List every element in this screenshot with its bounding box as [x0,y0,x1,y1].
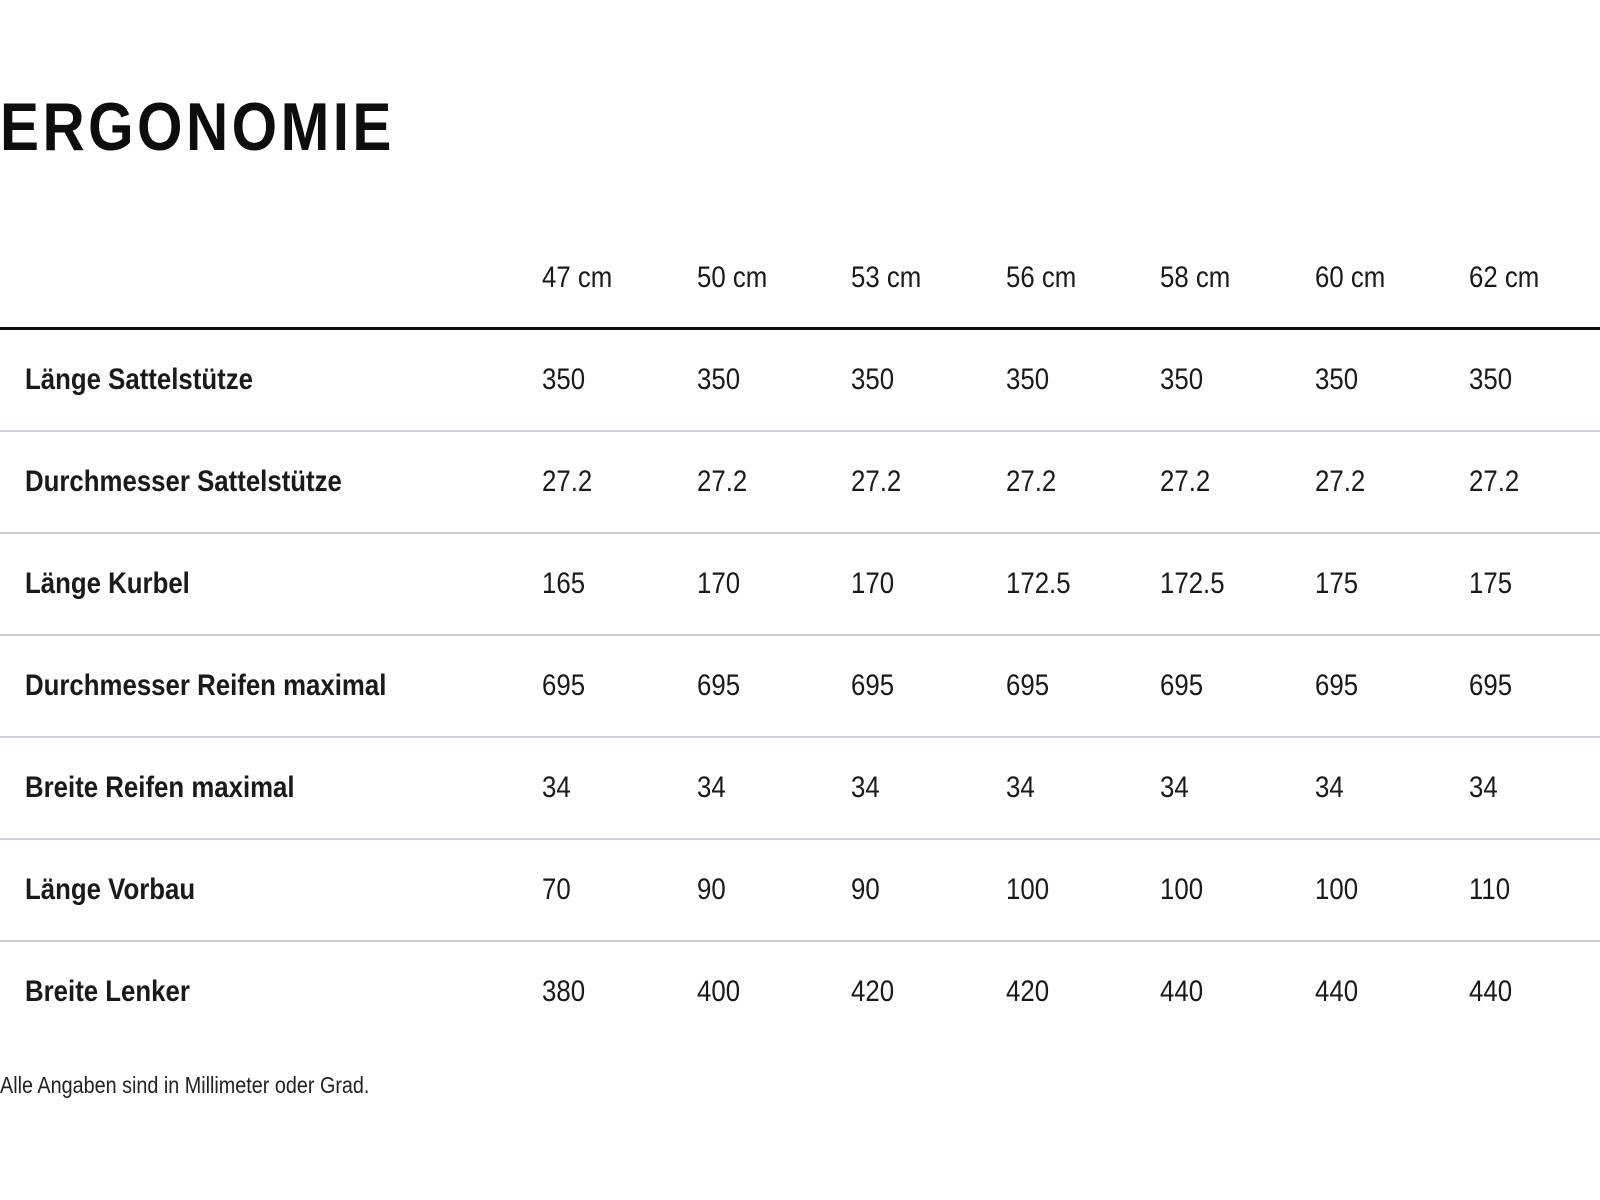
cell-value: 90 [851,873,880,906]
header-label: 53 cm [851,260,922,294]
value-cell [697,533,852,635]
cell-value: 440 [1469,975,1513,1008]
value-cell [542,431,697,533]
cell-value: 34 [1469,771,1498,804]
row-label: Länge Vorbau [25,873,196,906]
cell-value: 175 [1469,567,1513,600]
cell-value: 170 [851,567,895,600]
cell-value: 350 [542,363,586,396]
cell-value: 170 [696,567,740,600]
cell-value: 27.2 [1005,465,1056,498]
cell-value: 90 [696,873,726,906]
header-label: 50 cm [696,260,767,294]
cell-value: 380 [542,975,586,1008]
value-cell [851,941,1006,1042]
value-cell [1469,737,1600,839]
table-row [0,533,1600,635]
value-cell [851,329,1006,432]
cell-value: 34 [1314,771,1344,804]
header-label: 58 cm [1160,260,1231,294]
row-label: Breite Reifen maximal [25,771,295,804]
header-label: 56 cm [1005,260,1076,294]
value-cell [1006,737,1161,839]
cell-value: 350 [696,363,740,396]
row-label: Länge Sattelstütze [25,363,253,396]
header-cell-size [697,228,852,329]
table-row [0,737,1600,839]
value-cell [1006,329,1161,432]
row-label: Breite Lenker [25,975,190,1008]
value-cell [1315,737,1470,839]
value-cell [1006,839,1161,941]
cell-value: 27.2 [1469,465,1520,498]
header-cell-size [1469,228,1600,329]
value-cell [1315,533,1470,635]
header-label: 60 cm [1314,260,1385,294]
row-label-cell [0,839,542,941]
value-cell [1315,839,1470,941]
cell-value: 100 [1314,873,1358,906]
value-cell [697,431,852,533]
table-header-row [0,228,1600,329]
row-label-cell [0,941,542,1042]
cell-value: 34 [1160,771,1189,804]
value-cell [697,635,852,737]
cell-value: 695 [1314,669,1358,702]
header-label: 47 cm [542,260,613,294]
table-body [0,329,1600,1043]
value-cell [1160,329,1315,432]
value-cell [1006,941,1161,1042]
header-cell-size [1160,228,1315,329]
cell-value: 100 [1160,873,1204,906]
cell-value: 350 [1160,363,1204,396]
cell-value: 440 [1314,975,1358,1008]
cell-value: 34 [851,771,880,804]
value-cell [697,941,852,1042]
row-label-cell [0,431,542,533]
cell-value: 27.2 [542,465,593,498]
value-cell [1469,635,1600,737]
page-title: ERGONOMIE [0,89,395,165]
cell-value: 695 [1160,669,1204,702]
value-cell [1315,635,1470,737]
cell-value: 70 [542,873,571,906]
cell-value: 34 [542,771,571,804]
cell-value: 695 [1469,669,1513,702]
value-cell [851,635,1006,737]
cell-value: 350 [851,363,895,396]
cell-value: 440 [1160,975,1204,1008]
cell-value: 350 [1469,363,1513,396]
value-cell [1469,431,1600,533]
row-label: Durchmesser Reifen maximal [25,669,387,702]
cell-value: 27.2 [696,465,747,498]
header-label: 62 cm [1469,260,1540,294]
value-cell [851,839,1006,941]
cell-value: 100 [1005,873,1049,906]
value-cell [1160,533,1315,635]
value-cell [1160,737,1315,839]
value-cell [542,635,697,737]
row-label-cell [0,533,542,635]
value-cell [1006,533,1161,635]
table-row [0,329,1600,432]
cell-value: 695 [851,669,895,702]
value-cell [542,533,697,635]
row-label-cell [0,737,542,839]
value-cell [542,329,697,432]
value-cell [542,941,697,1042]
header-cell-size [542,228,697,329]
cell-value: 175 [1314,567,1358,600]
value-cell [697,737,852,839]
value-cell [1006,431,1161,533]
ergonomics-table [0,228,1600,1042]
cell-value: 110 [1469,873,1511,906]
cell-value: 165 [542,567,586,600]
row-label-cell [0,329,542,432]
value-cell [542,737,697,839]
table-row [0,839,1600,941]
cell-value: 27.2 [1314,465,1365,498]
value-cell [1315,431,1470,533]
value-cell [697,329,852,432]
cell-value: 695 [542,669,586,702]
value-cell [1315,329,1470,432]
cell-value: 172.5 [1160,567,1225,600]
cell-value: 172.5 [1005,567,1071,600]
header-cell-size [1315,228,1470,329]
footnote: Alle Angaben sind in Millimeter oder Grad. [0,1072,370,1098]
value-cell [1315,941,1470,1042]
value-cell [1160,431,1315,533]
cell-value: 400 [696,975,740,1008]
cell-value: 34 [1005,771,1035,804]
value-cell [1160,941,1315,1042]
value-cell [697,839,852,941]
cell-value: 27.2 [1160,465,1211,498]
table-row [0,431,1600,533]
cell-value: 420 [851,975,895,1008]
header-cell-size [851,228,1006,329]
cell-value: 350 [1314,363,1358,396]
cell-value: 27.2 [851,465,902,498]
value-cell [542,839,697,941]
table-row [0,635,1600,737]
value-cell [1469,533,1600,635]
row-label: Länge Kurbel [25,567,190,600]
row-label: Durchmesser Sattelstütze [25,465,342,498]
value-cell [1006,635,1161,737]
value-cell [1469,839,1600,941]
value-cell [851,737,1006,839]
value-cell [1469,329,1600,432]
header-cell-empty [0,228,542,329]
value-cell [1160,635,1315,737]
value-cell [851,431,1006,533]
value-cell [851,533,1006,635]
cell-value: 350 [1005,363,1049,396]
row-label-cell [0,635,542,737]
table-row [0,941,1600,1042]
cell-value: 695 [696,669,740,702]
value-cell [1469,941,1600,1042]
cell-value: 695 [1005,669,1049,702]
cell-value: 34 [696,771,726,804]
cell-value: 420 [1005,975,1049,1008]
value-cell [1160,839,1315,941]
header-cell-size [1006,228,1161,329]
